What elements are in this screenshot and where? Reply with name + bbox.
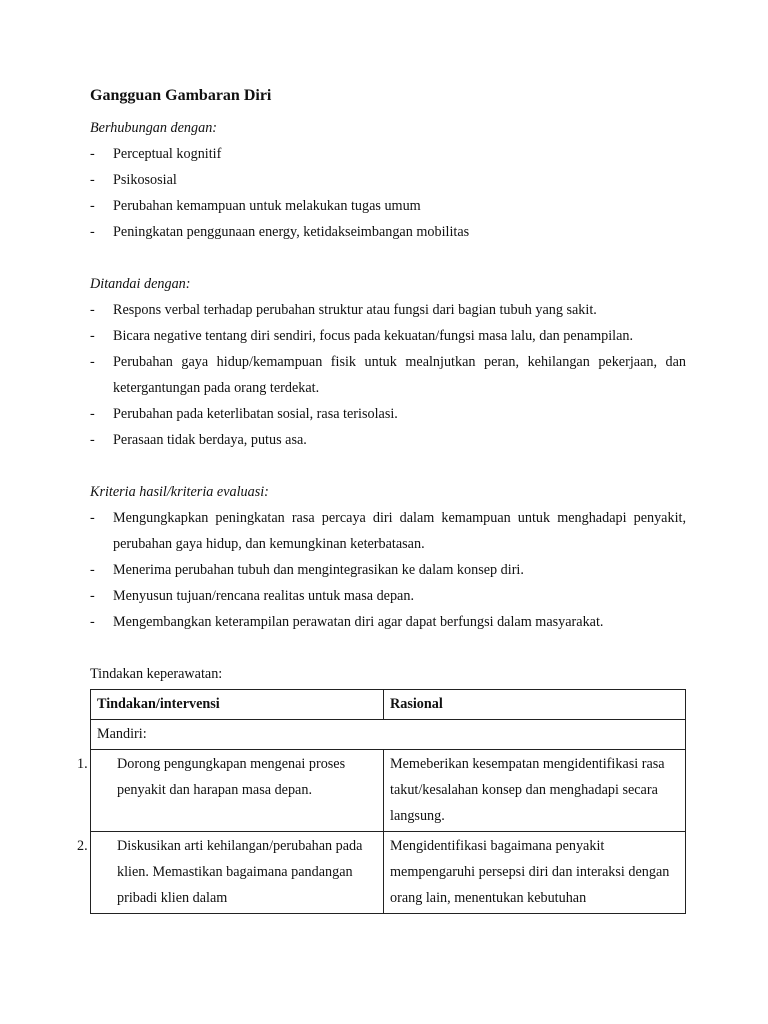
list-item: - Perubahan gaya hidup/kemampuan fisik untuk mealnjutkan peran, kehilangan pekerjaan, dan ketergantungan pada orang terdekat. <box>90 349 686 401</box>
list-item: - Mengungkapkan peningkatan rasa percaya diri dalam kemampuan untuk menghadapi penyakit, perubahan gaya hidup, dan kemungkinan keterbatasan. <box>90 505 686 557</box>
dash-bullet: - <box>90 614 95 630</box>
dash-bullet: - <box>90 328 95 344</box>
dash-bullet: - <box>90 588 95 604</box>
dash-bullet: - <box>90 562 95 578</box>
tindakan-heading: Tindakan keperawatan: <box>90 666 223 682</box>
column-header-rasional: Rasional <box>384 690 686 720</box>
list-item: - Perasaan tidak berdaya, putus asa. <box>90 427 686 453</box>
dash-bullet: - <box>90 146 95 162</box>
list-item: - Perubahan kemampuan untuk melakukan tugas umum <box>90 193 686 219</box>
kriteria-list <box>90 505 686 635</box>
table-group-row <box>91 720 686 750</box>
group-label-mandiri: Mandiri: <box>91 720 686 750</box>
dash-bullet: - <box>90 198 95 214</box>
dash-bullet: - <box>90 172 95 188</box>
list-item: - Psikososial <box>90 167 686 193</box>
dash-bullet: - <box>90 354 95 370</box>
ditandai-list <box>90 297 686 453</box>
list-item: - Perceptual kognitif <box>90 141 686 167</box>
page-title: Gangguan Gambaran Diri <box>90 87 272 104</box>
list-item: - Bicara negative tentang diri sendiri, focus pada kekuatan/fungsi masa lalu, dan penampilan. <box>90 323 686 349</box>
intervensi-text: Diskusikan arti kehilangan/perubahan pada klien. Memastikan bagaimana pandangan pribadi klien dalam <box>117 838 363 906</box>
ditandai-heading: Ditandai dengan: <box>90 276 191 292</box>
row-number: 1. <box>77 756 88 772</box>
berhubungan-heading: Berhubungan dengan: <box>90 120 218 136</box>
rasional-cell: Memeberikan kesempatan mengidentifikasi rasa takut/kesalahan konsep dan menghadapi secara langsung. <box>384 750 686 832</box>
dash-bullet: - <box>90 432 95 448</box>
intervensi-cell <box>77 750 384 832</box>
dash-bullet: - <box>90 406 95 422</box>
intervensi-text: Dorong pengungkapan mengenai proses penyakit dan harapan masa depan. <box>117 756 346 798</box>
list-item: - Mengembangkan keterampilan perawatan diri agar dapat berfungsi dalam masyarakat. <box>90 609 686 635</box>
document-content <box>77 86 686 914</box>
list-item: - Menyusun tujuan/rencana realitas untuk masa depan. <box>90 583 686 609</box>
rasional-cell: Mengidentifikasi bagaimana penyakit mempengaruhi persepsi diri dan interaksi dengan orang lain, menentukan kebutuhan <box>384 832 686 914</box>
table-header-row <box>91 690 686 720</box>
list-item: - Menerima perubahan tubuh dan mengintegrasikan ke dalam konsep diri. <box>90 557 686 583</box>
row-number: 2. <box>77 838 88 854</box>
list-item: - Peningkatan penggunaan energy, ketidakseimbangan mobilitas <box>90 219 686 245</box>
dash-bullet: - <box>90 510 95 526</box>
intervensi-cell <box>77 832 384 914</box>
column-header-intervensi: Tindakan/intervensi <box>91 690 384 720</box>
table-row <box>91 832 686 914</box>
list-item: - Perubahan pada keterlibatan sosial, rasa terisolasi. <box>90 401 686 427</box>
dash-bullet: - <box>90 302 95 318</box>
berhubungan-list <box>90 141 686 245</box>
dash-bullet: - <box>90 224 95 240</box>
kriteria-heading: Kriteria hasil/kriteria evaluasi: <box>90 484 269 500</box>
list-item: - Respons verbal terhadap perubahan struktur atau fungsi dari bagian tubuh yang sakit. <box>90 297 686 323</box>
table-row <box>91 750 686 832</box>
tindakan-table <box>77 689 686 914</box>
